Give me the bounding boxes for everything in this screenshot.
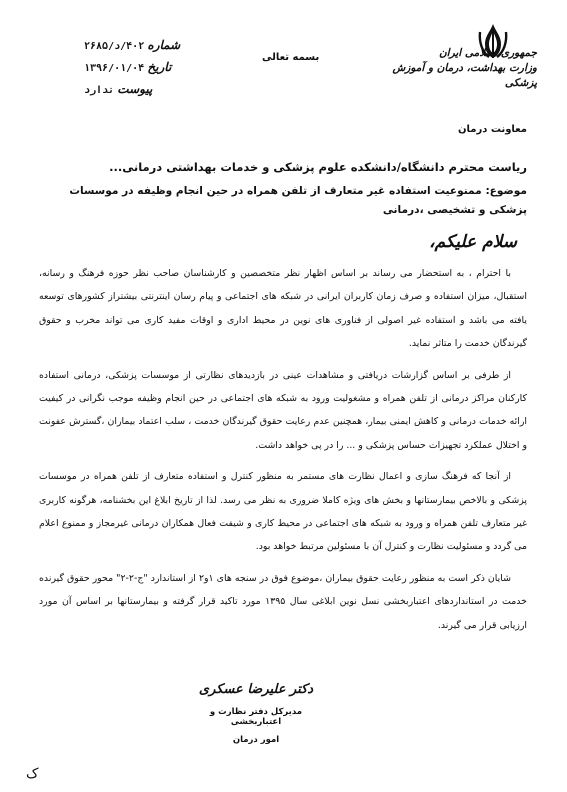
body-paragraph: با احترام ، به استحضار می رساند بر اساس اظهار نظر متخصصین و کارشناسان صاحب نظر حوزه فرهنگ و رسانه، استقبال، میزان استفاده و صرف زمان کاربران ایرانی در شبکه های اجتماعی و پیام رسان اینترنتی بیشتراز کشورهای توسعه یافته می باشد و استفاده غیر اصولی از فناوری های نوین در محیط اداری و اوقات مفید کاری می تواند مخرب و حقوق گیرندگان خدمت را متاثر نماید. <box>39 268 527 350</box>
signatory-org: امور درمان <box>232 735 280 745</box>
body-paragraph: از طرفی بر اساس گزارشات دریافتی و مشاهدات عینی در بازدیدهای نظارتی از موسسات پزشکی، درمانی استفاده کارکنان مراکز درمانی از تلفن همراه و مشغولیت ورود به شبکه های اجتماعی در حین انجام وظیفه موجب نگرانی در کیفیت ارائه خدمات درمانی و کاهش ایمنی بیمار، همچنین عدم رعایت حقوق گیرندگان خدمت ، سلب اعتماد بیماران ،گسترش عفونت و اختلال عملکرد تجهیزات حساس پزشکی و ... را در پی خواهد داشت. <box>39 369 527 451</box>
recipient: ریاست محترم دانشگاه/دانشکده علوم پزشکی و خدمات بهداشتی درمانی... <box>109 160 527 174</box>
letter-attachment <box>78 82 152 96</box>
corner-mark: ک <box>26 766 39 782</box>
date-label: تاریخ <box>147 60 172 74</box>
signature-block <box>196 682 316 745</box>
ministry-header <box>387 46 537 91</box>
signatory-title: مدیرکل دفتر نظارت و اعتباربخشی <box>209 707 303 727</box>
letter-date <box>78 60 171 74</box>
body-paragraph: از آنجا که فرهنگ سازی و اعمال نظارت های مستمر به منظور کنترل و استفاده متعارف از تلفن همراه در موسسات پزشکی و بالاخص بیمارستانها و بخش های ویژه کاملا ضروری به نظر می رسد. لذا از تاریخ ابلاغ این بخشنامه، هرگونه کاربری غیر متعارف تلفن همراه و ورود به شبکه های اجتماعی در محیط کاری و شیفت فعال همکاران درمانی غیرمجاز و ممنوع اعلام می گردد و مسئولیت نظارت و کنترل آن با مسئولین مرتبط خواهد بود. <box>39 471 527 553</box>
number-value: ۴۰۲/د/۲۶۸۵ <box>84 41 145 52</box>
greeting: سلام علیکم، <box>429 232 517 252</box>
department-label: معاونت درمان <box>458 124 527 135</box>
ministry-line: جمهوری اسلامی ایران <box>438 47 537 59</box>
subject-label: موضوع: <box>485 185 527 197</box>
attachment-label: پیوست <box>117 82 153 96</box>
letter-number <box>78 38 180 52</box>
signatory-name: دکتر علیرضا عسکری <box>198 682 314 697</box>
attachment-value: ندارد <box>84 85 115 96</box>
number-label: شماره <box>147 38 181 52</box>
ministry-line: وزارت بهداشت، درمان و آموزش پزشکی <box>392 62 537 89</box>
subject-line <box>41 182 527 220</box>
subject-text: ممنوعیت استفاده غیر متعارف از تلفن همراه در حین انجام وظیفه در موسسات پزشکی و تشخیصی ،درمانی <box>69 185 527 216</box>
basmala: بسمه تعالی <box>262 52 320 63</box>
letter-body <box>39 262 527 645</box>
body-paragraph: شایان ذکر است به منظور رعایت حقوق بیماران ،موضوع فوق در سنجه های ۱و۲ از استاندارد "ج-۲-۲" محور حقوق گیرنده خدمت در استانداردهای اعتباربخشی نسل نوین ابلاغی سال ۱۳۹۵ مورد تاکید قرار گرفته و بیمارستانها بر اساس آن مورد ارزیابی قرار می گیرند. <box>39 572 527 631</box>
date-value: ۱۳۹۶/۰۱/۰۴ <box>84 63 145 74</box>
